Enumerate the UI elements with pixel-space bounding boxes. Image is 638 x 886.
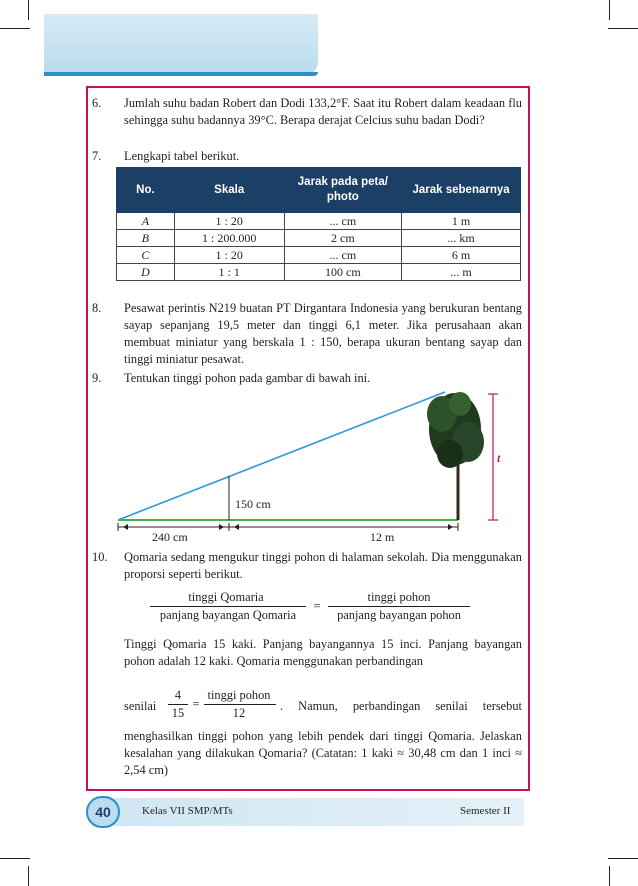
senilai-a-denominator: 15: [171, 706, 185, 720]
table-cell: ... km: [402, 230, 521, 247]
table-cell: C: [117, 247, 175, 264]
table-header: Skala: [174, 168, 284, 213]
table-cell: 1 : 20: [174, 247, 284, 264]
table-cell: 1 : 1: [174, 264, 284, 281]
equals-sign: =: [313, 599, 321, 613]
question-10-paragraph-1: Tinggi Qomaria 15 kaki. Panjang bayangannya 15 inci. Panjang bayangan pohon adalah 12 kaki. Qomaria menggunakan perbandingan: [124, 637, 522, 668]
table-row: [117, 247, 521, 264]
sun-ray-line: [118, 392, 445, 520]
senilai-b-denominator: 12: [232, 706, 246, 720]
table-header: Jarak sebenarnya: [402, 168, 521, 213]
crop-mark: [28, 0, 29, 20]
crop-mark: [609, 866, 610, 886]
question-10-paragraph-2: menghasilkan tinggi pohon yang lebih pendek dari tinggi Qomaria. Jelaskan kesalahan yang dilakukan Qomaria? (Catatan: 1 kaki ≈ 30,48 cm dan 1 inci ≈ 2,54 cm): [124, 729, 522, 777]
crop-mark: [0, 28, 30, 29]
table-row: [117, 230, 521, 247]
semester-label: Semester II: [460, 805, 511, 817]
table-cell: 1 : 20: [174, 213, 284, 230]
question-number: 9.: [92, 371, 102, 385]
crop-mark: [0, 858, 30, 859]
table-cell: B: [117, 230, 175, 247]
tree-height-figure: [100, 384, 520, 544]
question-6-text: Jumlah suhu badan Robert dan Dodi 133,2°F. Saat itu Robert dalam keadaan flu sehingga suhu badannya 39°C. Berapa derajat Celcius suhu badan Dodi?: [124, 96, 522, 127]
table-cell: 100 cm: [284, 264, 402, 281]
question-10-intro: Qomaria sedang mengukur tinggi pohon di halaman sekolah. Dia menggunakan proporsi seperti berikut.: [124, 550, 522, 581]
table-cell: 2 cm: [284, 230, 402, 247]
question-9-text: Tentukan tinggi pohon pada gambar di bawah ini.: [124, 371, 371, 385]
tree-height-label: t: [497, 451, 501, 465]
table-header: Jarak pada peta/ photo: [284, 168, 402, 213]
page-number: 40: [86, 796, 120, 828]
proportion-right-denominator: panjang bayangan pohon: [337, 608, 461, 622]
crop-mark: [608, 858, 638, 859]
equals-sign: =: [192, 697, 200, 711]
table-cell: D: [117, 264, 175, 281]
table-cell: ... m: [402, 264, 521, 281]
book-title: Kelas VII SMP/MTs: [142, 805, 233, 817]
question-number: 10.: [92, 550, 108, 564]
table-cell: 6 m: [402, 247, 521, 264]
left-distance-label: 240 cm: [152, 530, 188, 544]
table-cell: A: [117, 213, 175, 230]
crop-mark: [28, 866, 29, 886]
header-band: [44, 14, 318, 76]
scale-table: [116, 167, 521, 281]
table-header-row: [117, 168, 521, 213]
question-number: 7.: [92, 149, 102, 163]
senilai-b-numerator: tinggi pohon: [207, 688, 271, 702]
table-cell: 1 : 200.000: [174, 230, 284, 247]
question-number: 8.: [92, 301, 102, 315]
crop-mark: [609, 0, 610, 20]
table-cell: ... cm: [284, 247, 402, 264]
question-7-text: Lengkapi tabel berikut.: [124, 149, 240, 163]
senilai-label: senilai: [124, 699, 157, 713]
table-row: [117, 213, 521, 230]
senilai-tail-text: . Namun, perbandingan senilai tersebut: [280, 699, 522, 713]
table-cell: 1 m: [402, 213, 521, 230]
right-distance-label: 12 m: [370, 530, 395, 544]
senilai-a-numerator: 4: [174, 688, 182, 702]
proportion-left-denominator: panjang bayangan Qomaria: [159, 608, 297, 622]
table-cell: ... cm: [284, 213, 402, 230]
tree-icon: [427, 392, 484, 520]
question-8-text: Pesawat perintis N219 buatan PT Dirgantara Indonesia yang berukuran bentang sayap sepanjang 19,5 meter dan tinggi 6,1 meter. Jika perusahaan akan membuat miniatur yang berskala 1 : 150, berapa ukuran bentang sayap dan tinggi miniatur pesawat.: [124, 301, 522, 366]
post-label: 150 cm: [235, 497, 271, 511]
proportion-left-numerator: tinggi Qomaria: [188, 590, 264, 604]
crop-mark: [608, 28, 638, 29]
question-number: 6.: [92, 96, 102, 110]
table-row: [117, 264, 521, 281]
proportion-right-numerator: tinggi pohon: [367, 590, 431, 604]
table-header: No.: [117, 168, 175, 213]
